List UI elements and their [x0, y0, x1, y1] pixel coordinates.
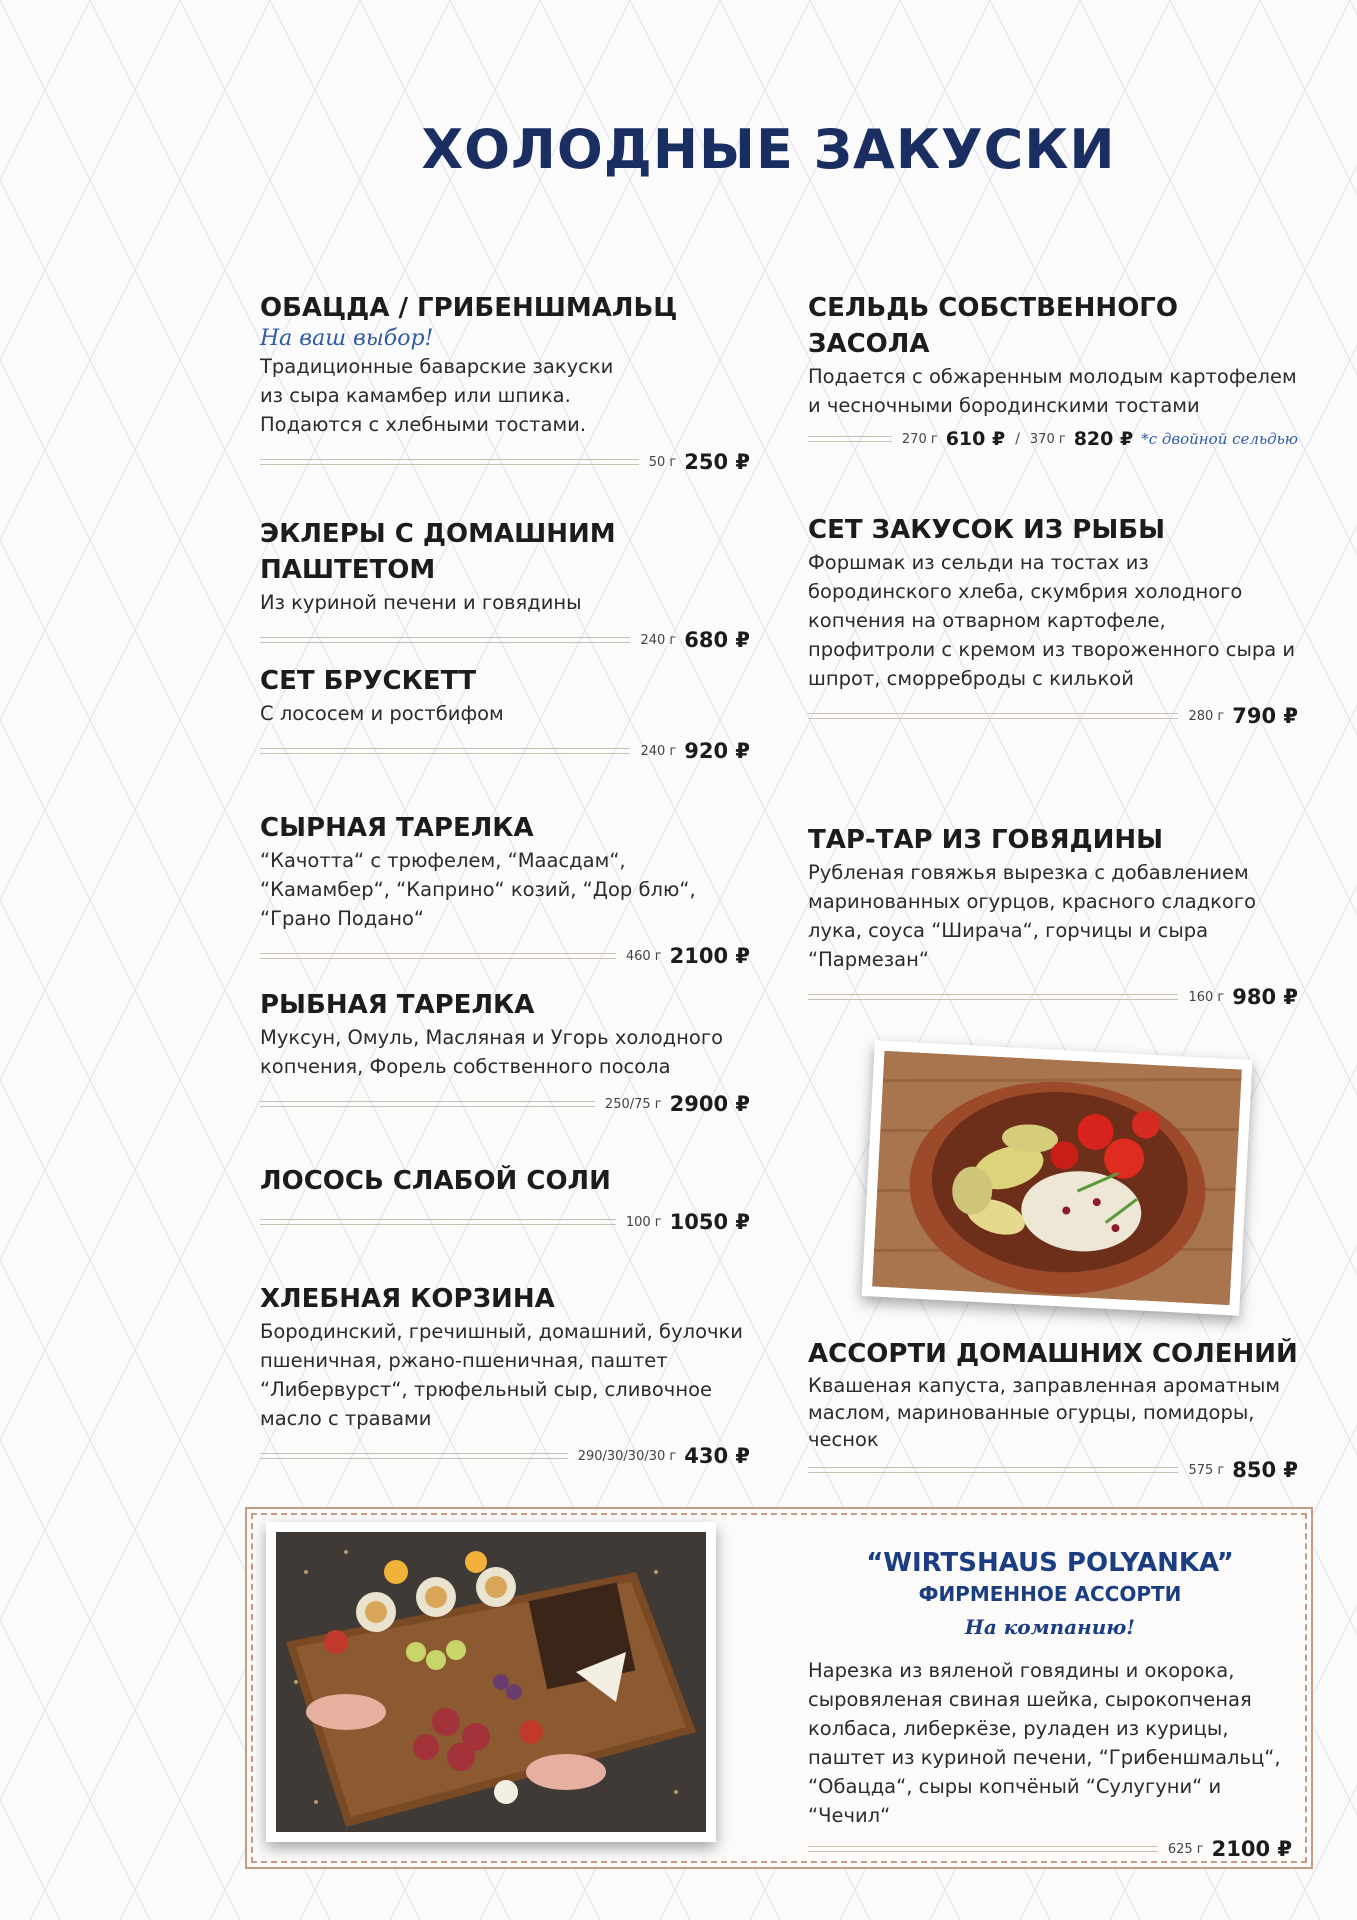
item-name: АССОРТИ ДОМАШНИХ СОЛЕНИЙ [808, 1339, 1298, 1369]
item-name: СЫРНАЯ ТАРЕЛКА [260, 813, 534, 843]
price-row [260, 939, 750, 973]
item-name: СЕЛЬДЬ СОБСТВЕННОГО ЗАСОЛА [808, 293, 1178, 359]
menu-item-eclairs [260, 516, 750, 657]
item-description: Из куриной печени и говядины [260, 591, 582, 614]
item-name: ХЛЕБНАЯ КОРЗИНА [260, 1284, 555, 1314]
price-row [260, 1205, 750, 1239]
item-price: 2100 ₽ [669, 944, 750, 968]
menu-item-cheese-plate [260, 810, 750, 973]
price-row [260, 1439, 750, 1473]
price-separator: / [1015, 431, 1020, 447]
leader-line [260, 748, 630, 754]
price-row [808, 422, 1298, 456]
item-price: 850 ₽ [1232, 1458, 1298, 1482]
price-row [808, 699, 1298, 733]
item-price: 920 ₽ [684, 739, 750, 763]
item-weight: 240 г [640, 743, 677, 759]
menu-item-obatzda [260, 290, 750, 479]
item-weight: 160 г [1188, 989, 1225, 1005]
item-weight: 240 г [640, 632, 677, 648]
leader-line [808, 994, 1178, 1000]
item-note: На ваш выбор! [260, 326, 434, 351]
item-price: 610 ₽ [945, 428, 1006, 450]
item-price: 1050 ₽ [669, 1210, 750, 1234]
item-weight: 290/30/30/30 г [577, 1448, 677, 1464]
price-row [260, 445, 750, 479]
item-description: Традиционные баварские закуски из сыра камамбер или шпика. Подаются с хлебными тостами. [260, 355, 614, 436]
price-row [260, 734, 750, 768]
price-row [808, 1453, 1298, 1487]
item-description: Форшмак из сельди на тостах из бородинского хлеба, скумбрия холодного копчения на отварном картофеле, профитроли с кремом из твороженного сыра и шпрот, сморреброды с килькой [808, 551, 1296, 690]
item-weight: 270 г [901, 431, 938, 447]
menu-item-pickles [808, 1336, 1298, 1487]
leader-line [260, 1453, 568, 1459]
leader-line [808, 436, 892, 442]
item-weight: 575 г [1188, 1462, 1225, 1478]
price-row [808, 980, 1298, 1014]
leader-line [260, 1101, 595, 1107]
item-name: РЫБНАЯ ТАРЕЛКА [260, 990, 535, 1020]
assorti-board-photo [266, 1522, 716, 1842]
pickles-photo [862, 1040, 1253, 1315]
item-weight: 625 г [1167, 1841, 1204, 1857]
price-note: *с двойной сельдью [1141, 430, 1298, 448]
leader-line [260, 637, 630, 643]
item-description: Бородинский, гречишный, домашний, булочки пшеничная, ржано-пшеничная, паштет “Либервурст“, трюфельный сыр, сливочное масло с травами [260, 1320, 743, 1430]
item-name: ТАР-ТАР ИЗ ГОВЯДИНЫ [808, 825, 1164, 855]
item-weight-2: 370 г [1029, 431, 1066, 447]
leader-line [260, 1219, 616, 1225]
price-row [808, 1832, 1292, 1866]
leader-line [260, 459, 639, 465]
item-name: ЭКЛЕРЫ С ДОМАШНИМ ПАШТЕТОМ [260, 519, 616, 585]
leader-line [808, 1846, 1158, 1852]
price-row [260, 623, 750, 657]
item-weight: 280 г [1188, 708, 1225, 724]
item-weight: 250/75 г [604, 1096, 662, 1112]
item-price: 430 ₽ [684, 1444, 750, 1468]
menu-item-salmon [260, 1163, 750, 1239]
item-weight: 100 г [625, 1214, 662, 1230]
menu-item-bread-basket [260, 1281, 750, 1473]
page-title: ХОЛОДНЫЕ ЗАКУСКИ [421, 118, 1116, 181]
item-name: ЛОСОСЬ СЛАБОЙ СОЛИ [260, 1166, 611, 1196]
item-name: СЕТ ЗАКУСОК ИЗ РЫБЫ [808, 515, 1166, 545]
price-row [260, 1087, 750, 1121]
item-price: 980 ₽ [1232, 985, 1298, 1009]
menu-item-herring [808, 290, 1298, 456]
item-price-2: 820 ₽ [1073, 428, 1134, 450]
item-description: Рубленая говяжья вырезка с добавлением маринованных огурцов, красного сладкого лука, соуса “Ширача“, горчицы и сыра “Пармезан“ [808, 861, 1257, 971]
item-description: Нарезка из вяленой говядины и окорока, сыровяленая свиная шейка, сырокопченая колбаса, либеркёзе, руладен из курицы, паштет из куриной печени, “Грибеншмальц“, “Обацда“, сыры копчёный “Сулугуни“ и “Чечил“ [808, 1659, 1281, 1827]
item-price: 2100 ₽ [1211, 1837, 1292, 1861]
item-price: 2900 ₽ [669, 1092, 750, 1116]
featured-title: “WIRTSHAUS POLYANKA” [866, 1548, 1234, 1578]
menu-item-beef-tartare [808, 822, 1298, 1014]
featured-note: На компанию! [964, 1615, 1136, 1639]
item-price: 680 ₽ [684, 628, 750, 652]
item-price: 250 ₽ [684, 450, 750, 474]
item-weight: 460 г [625, 948, 662, 964]
menu-item-fish-plate [260, 987, 750, 1121]
menu-item-fish-snack-set [808, 512, 1298, 733]
leader-line [808, 1467, 1178, 1473]
leader-line [260, 953, 616, 959]
item-price: 790 ₽ [1232, 704, 1298, 728]
menu-item-bruschetta-set [260, 663, 750, 768]
item-description: С лососем и ростбифом [260, 702, 504, 725]
item-description: Квашеная капуста, заправленная ароматным маслом, маринованные огурцы, помидоры, чеснок [808, 1374, 1281, 1451]
item-description: Муксун, Омуль, Масляная и Угорь холодного копчения, Форель собственного посола [260, 1026, 724, 1078]
leader-line [808, 713, 1178, 719]
item-description: Подается с обжаренным молодым картофелем и чесночными бородинскими тостами [808, 365, 1297, 417]
menu-item-featured-assorti [808, 1656, 1292, 1866]
item-name: СЕТ БРУСКЕТТ [260, 666, 477, 696]
item-description: “Качотта“ с трюфелем, “Маасдам“, “Камамбер“, “Каприно“ козий, “Дор блю“, “Грано Подано“ [260, 849, 696, 930]
item-name: ОБАЦДА / ГРИБЕНШМАЛЬЦ [260, 293, 678, 323]
item-weight: 50 г [648, 454, 677, 470]
featured-subtitle: ФИРМЕННОЕ АССОРТИ [918, 1582, 1182, 1606]
